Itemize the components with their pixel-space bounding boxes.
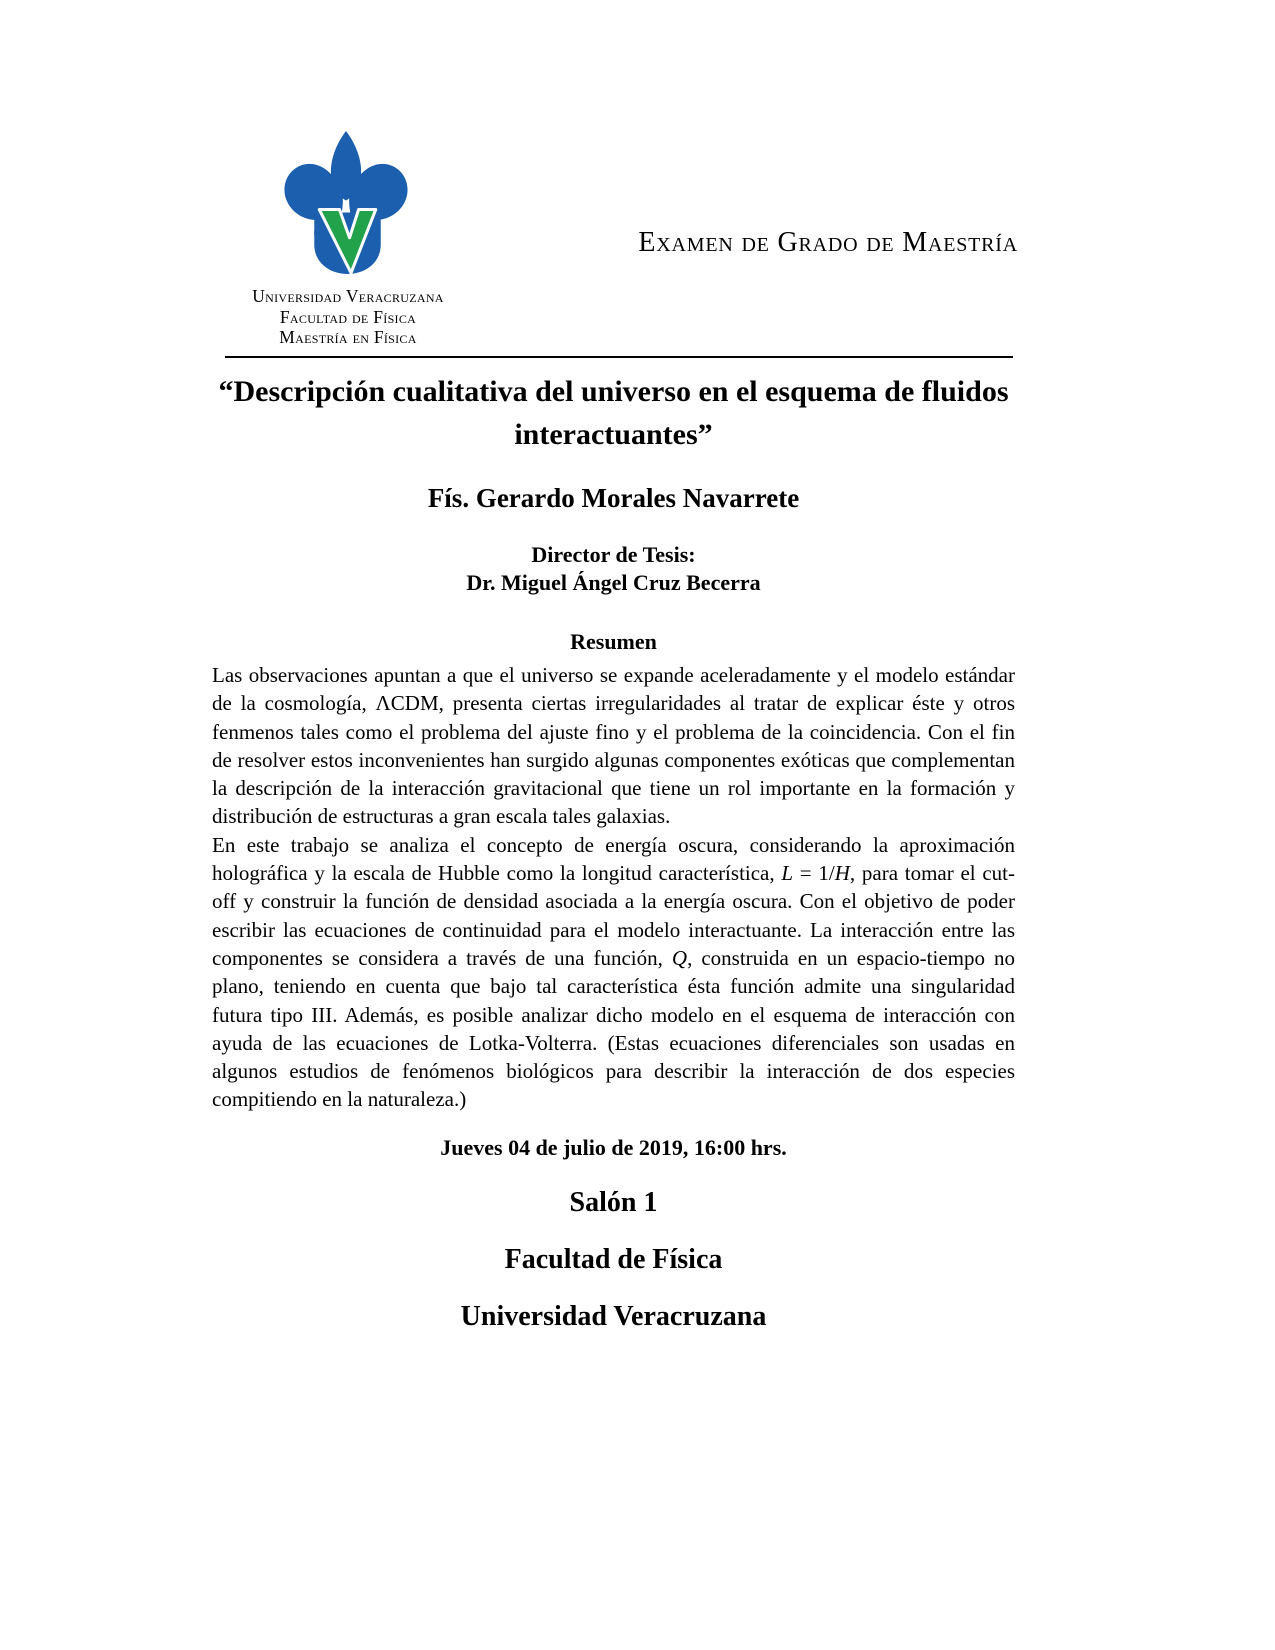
institution-program: Maestría en Física bbox=[279, 327, 417, 347]
advisor-block bbox=[212, 541, 1015, 597]
event-datetime: Jueves 04 de julio de 2019, 16:00 hrs. bbox=[440, 1134, 787, 1160]
event-university: Universidad Veracruzana bbox=[460, 1300, 767, 1332]
event-room: Salón 1 bbox=[569, 1186, 658, 1218]
institution-university: Universidad Veracruzana bbox=[252, 286, 444, 306]
institution-block bbox=[213, 286, 483, 348]
exam-type-heading: Examen de Grado de Maestría bbox=[638, 227, 1018, 258]
abstract-paragraph-1: Las observaciones apuntan a que el universo se expande aceleradamente y el modelo estándar de la cosmología, ΛCDM, presenta ciertas irregularidades al tratar de explicar éste y otros fenmenos tales como el problema del ajuste fino y el problema de la coincidencia. Con el fin de resolver estos inconvenientes han surgido algunas componentes exóticas que complementan la descripción de la interacción gravitacional que tiene un rol importante en la formación y distribución de estructuras a gran escala tales galaxias. bbox=[212, 663, 1015, 829]
abstract-paragraph-2: En este trabajo se analiza el concepto de energía oscura, considerando la aproximación holográfica y la escala de Hubble como la longitud característica, L = 1/H, para tomar el cut-off y construir la función de densidad asociada a la energía oscura. Con el objetivo de poder escribir las ecuaciones de continuidad para el modelo interactuante. La interacción entre las componentes se considera a través de una función, Q, construida en un espacio-tiempo no plano, teniendo en cuenta que bajo tal característica ésta función admite una singularidad futura tipo III. Además, es posible analizar dicho modelo en el esquema de interacción con ayuda de las ecuaciones de Lotka-Volterra. (Estas ecuaciones diferenciales son usadas en algunos estudios de fenómenos biológicos para describir la interacción de dos especies compitiendo en la naturaleza.) bbox=[212, 832, 1016, 1112]
abstract-body bbox=[212, 661, 1015, 1114]
thesis-title: “Descripción cualitativa del universo en el esquema de fluidos interactuantes” bbox=[218, 375, 1009, 451]
header-rule bbox=[225, 356, 1013, 358]
advisor-name: Dr. Miguel Ángel Cruz Becerra bbox=[466, 570, 761, 595]
advisor-label: Director de Tesis: bbox=[531, 542, 696, 567]
candidate-name: Fís. Gerardo Morales Navarrete bbox=[427, 483, 800, 513]
institution-faculty: Facultad de Física bbox=[279, 306, 417, 327]
event-faculty: Facultad de Física bbox=[504, 1243, 723, 1275]
abstract-heading: Resumen bbox=[570, 629, 657, 654]
main-column bbox=[212, 364, 1015, 1334]
